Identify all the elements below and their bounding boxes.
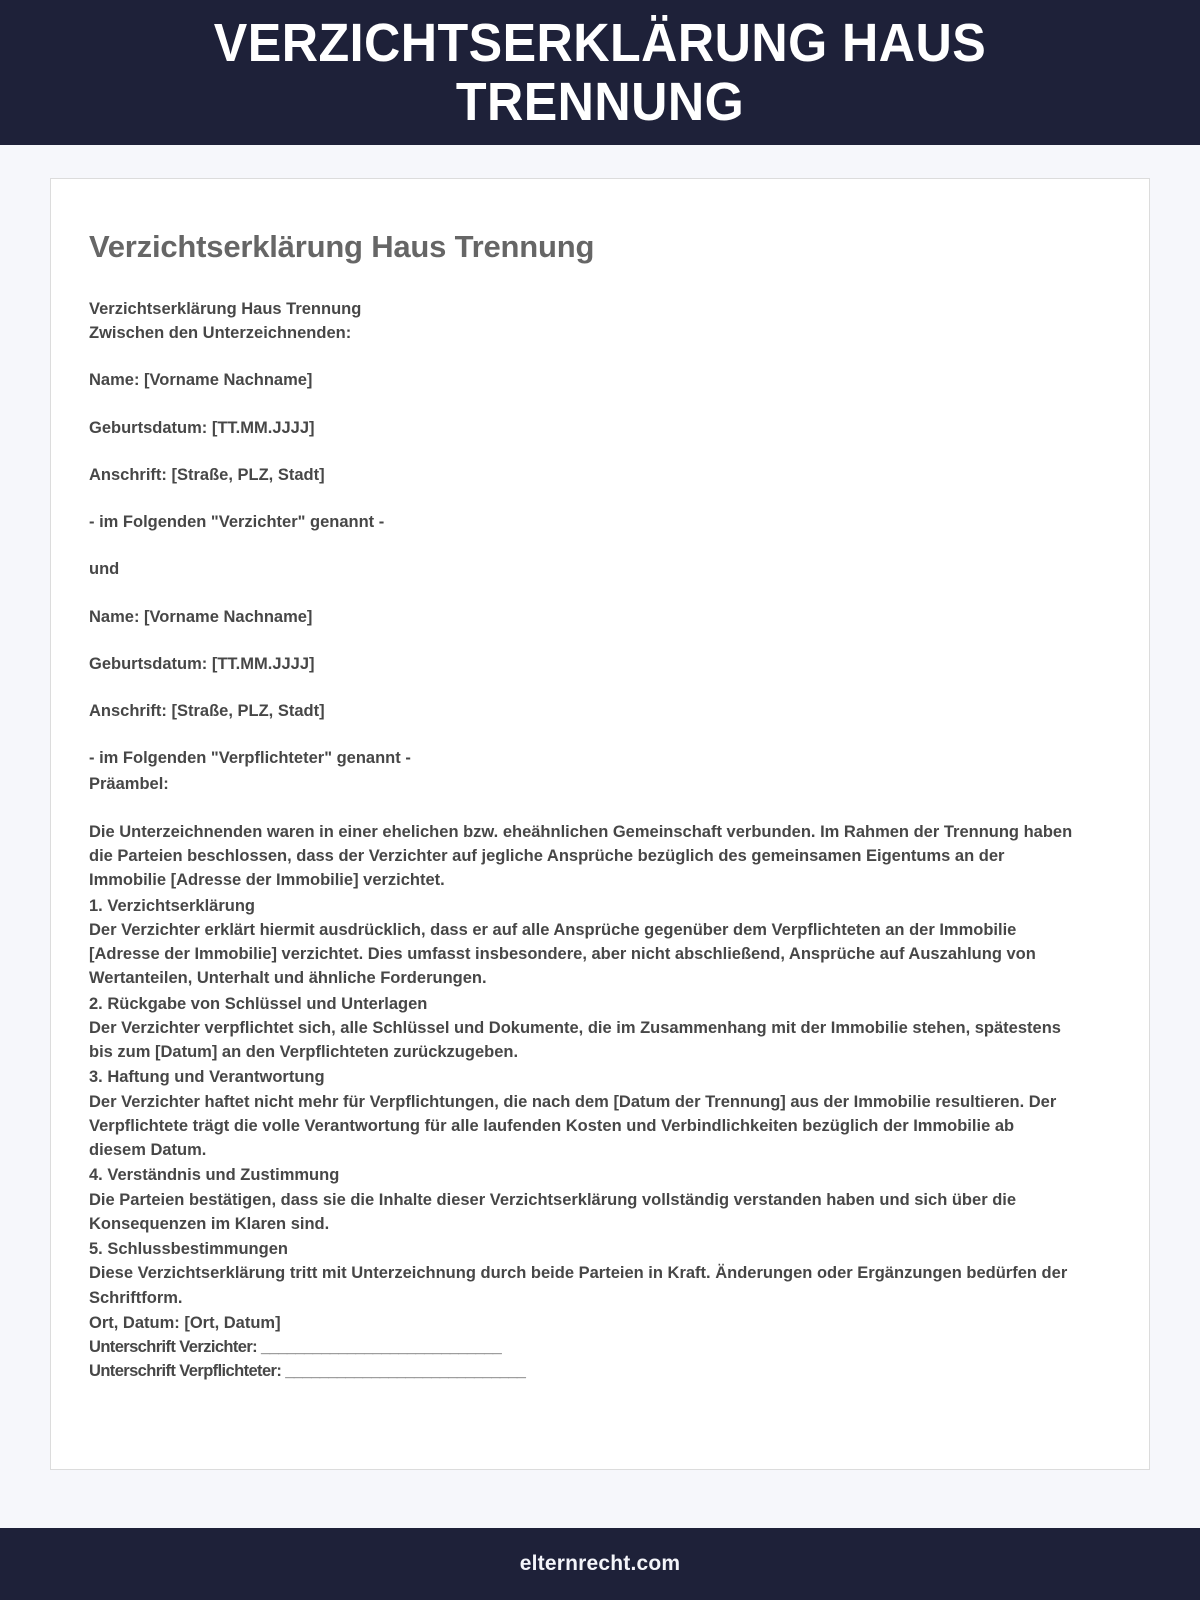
section-5-paragraph: Diese Verzichtserklärung tritt mit Unterzeichnung durch beide Parteien in Kraft. Änderungen oder Ergänzungen bedürfen der Schriftform. [89, 1264, 1068, 1307]
document-body [89, 297, 1111, 1384]
signature-line-waiver: Unterschrift Verzichter: ____________________________ [89, 1338, 502, 1356]
conjunction-line: und [89, 560, 120, 579]
site-footer-site-name: elternrecht.com [519, 1552, 681, 1575]
section-3-paragraph: Der Verzichter haftet nicht mehr für Verpflichtungen, die nach dem [Datum der Trennung] aus der Immobilie resultieren. Der Verpflichtete trägt die volle Verantwortung für alle laufenden Kosten und Verbindlichkeiten bezüglich der Immobilie ab diesem Datum. [89, 1092, 1057, 1159]
party2-address-line: Anschrift: [Straße, PLZ, Stadt] [89, 702, 325, 720]
site-header-title: VERZICHTSERKLÄRUNG HAUS TRENNUNG [213, 13, 987, 132]
party1-birthdate-line: Geburtsdatum: [TT.MM.JJJJ] [89, 418, 315, 437]
party2-birthdate-line: Geburtsdatum: [TT.MM.JJJJ] [89, 654, 315, 673]
preamble-paragraph: Die Unterzeichnenden waren in einer ehelichen bzw. eheähnlichen Gemeinschaft verbunden. Im Rahmen der Trennung haben die Parteien beschlossen, dass der Verzichter auf jegliche Ansprüche bezüglich des gemeinsamen Eigentums an der Immobilie [Adresse der Immobilie] verzichtet. [89, 822, 1073, 890]
section-4-paragraph: Die Parteien bestätigen, dass sie die Inhalte dieser Verzichtserklärung vollständig verstanden haben und sich über die Konsequenzen im Klaren sind. [89, 1190, 1017, 1233]
party2-name-line: Name: [Vorname Nachname] [89, 607, 313, 626]
site-header [0, 0, 1200, 145]
party1-name-line: Name: [Vorname Nachname] [89, 371, 313, 390]
preamble-heading: Präambel: [89, 774, 169, 793]
page-content-wrapper [0, 145, 1200, 1470]
party2-role-line: - im Folgenden "Verpflichteter" genannt - [89, 749, 411, 768]
section-5-heading: 5. Schlussbestimmungen [89, 1240, 288, 1258]
document-title: Verzichtserklärung Haus Trennung [89, 229, 595, 264]
section-1-heading: 1. Verzichtserklärung [89, 896, 255, 915]
document-card [50, 178, 1150, 1470]
between-signers-label: Zwischen den Unterzeichnenden: [89, 324, 352, 342]
section-2-heading: 2. Rückgabe von Schlüssel und Unterlagen [89, 994, 428, 1013]
section-4-heading: 4. Verständnis und Zustimmung [89, 1166, 340, 1185]
signature-line-obligor: Unterschrift Verpflichteter: ____________________________ [89, 1362, 526, 1381]
party1-address-line: Anschrift: [Straße, PLZ, Stadt] [89, 465, 325, 484]
document-inline-heading: Verzichtserklärung Haus Trennung [89, 299, 362, 318]
site-footer [0, 1528, 1200, 1600]
section-2-paragraph: Der Verzichter verpflichtet sich, alle Schlüssel und Dokumente, die im Zusammenhang mit der Immobilie stehen, spätestens bis zum [Datum] an den Verpflichteten zurückzugeben. [89, 1018, 1061, 1061]
place-date-line: Ort, Datum: [Ort, Datum] [89, 1313, 281, 1332]
party1-role-line: - im Folgenden "Verzichter" genannt - [89, 513, 385, 531]
section-3-heading: 3. Haftung und Verantwortung [89, 1068, 325, 1087]
section-1-paragraph: Der Verzichter erklärt hiermit ausdrücklich, dass er auf alle Ansprüche gegenüber dem Verpflichteten an der Immobilie [Adresse der Immobilie] verzichtet. Dies umfasst insbesondere, aber nicht abschließend, Ansprüche auf Auszahlung von Wertanteilen, Unterhalt und ähnliche Forderungen. [89, 920, 1036, 988]
